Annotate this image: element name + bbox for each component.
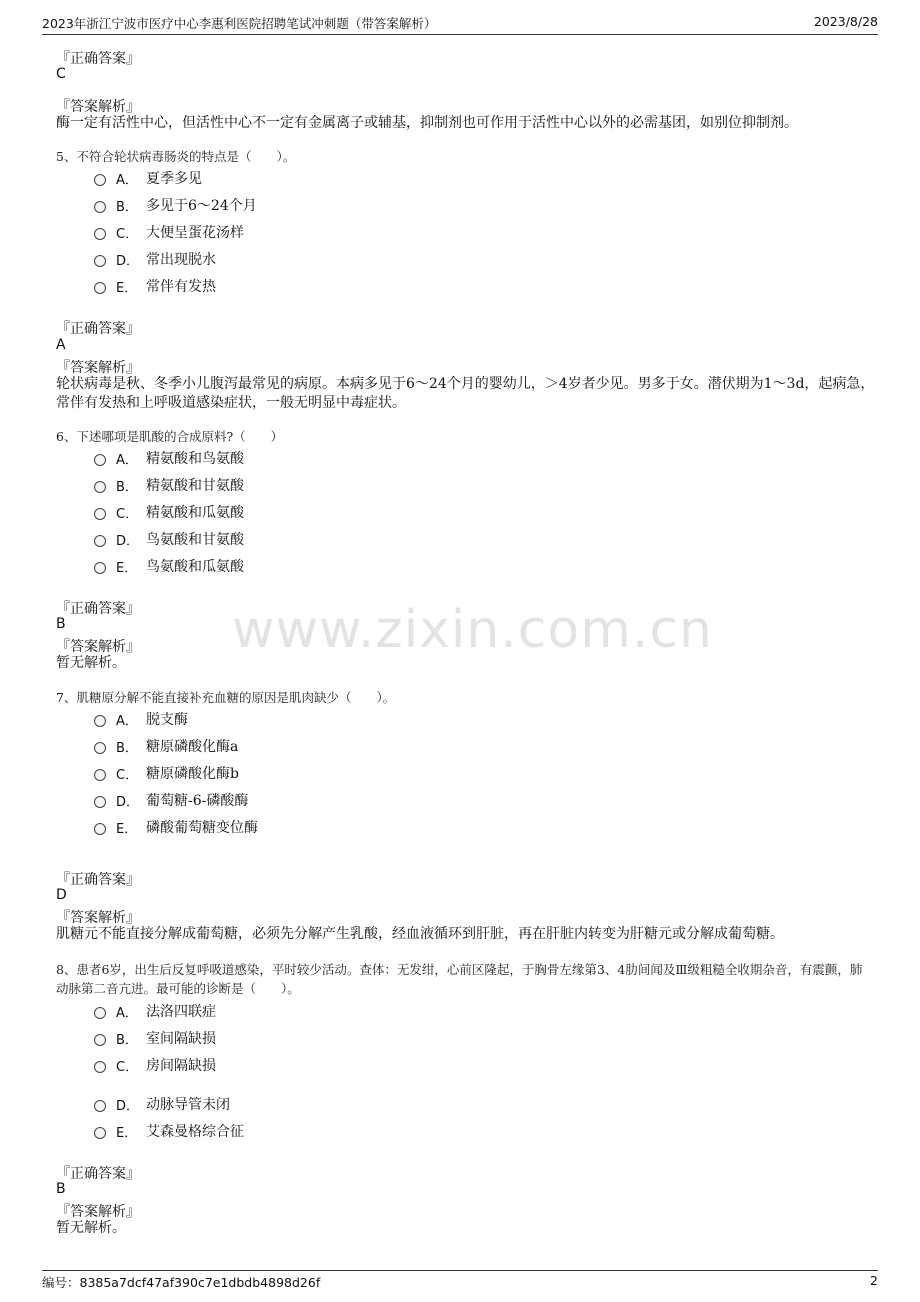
explanation-label: 『答案解析』 bbox=[56, 1204, 140, 1220]
correct-answer-value: D bbox=[56, 887, 67, 903]
option-c[interactable]: C． 精氨酸和瓜氨酸 bbox=[94, 502, 244, 522]
option-c[interactable]: C． 大便呈蛋花汤样 bbox=[94, 222, 244, 242]
correct-answer-value: B bbox=[56, 616, 66, 632]
question-text: 5、不符合轮状病毒肠炎的特点是（ ）。 bbox=[56, 149, 296, 164]
option-a[interactable]: A． 脱支酶 bbox=[94, 709, 188, 729]
option-e[interactable]: E． 鸟氨酸和瓜氨酸 bbox=[94, 556, 244, 576]
option-a[interactable]: A． 精氨酸和鸟氨酸 bbox=[94, 448, 244, 468]
option-a[interactable]: A． 法洛四联症 bbox=[94, 1001, 216, 1021]
document-code: 编号：8385a7dcf47af390c7e1dbdb4898d26f bbox=[42, 1275, 321, 1290]
correct-answer-label: 『正确答案』 bbox=[56, 601, 140, 617]
radio-icon[interactable] bbox=[94, 174, 106, 186]
explanation-label: 『答案解析』 bbox=[56, 99, 140, 115]
explanation-label: 『答案解析』 bbox=[56, 910, 140, 926]
correct-answer-value: A bbox=[56, 337, 66, 353]
radio-icon[interactable] bbox=[94, 481, 106, 493]
correct-answer-label: 『正确答案』 bbox=[56, 51, 140, 67]
explanation-text: 暂无解析。 bbox=[56, 655, 126, 671]
explanation-text: 轮状病毒是秋、冬季小儿腹泻最常见的病原。本病多见于6～24个月的婴幼儿，＞4岁者少见。男多于女。潜伏期为1～3d，起病急，常伴有发热和上呼吸道感染症状，一般无明显中毒症状。 bbox=[56, 376, 875, 411]
option-d[interactable]: D． 葡萄糖-6-磷酸酶 bbox=[94, 790, 248, 810]
watermark: www.zixin.com.cn bbox=[232, 600, 713, 660]
option-c[interactable]: C． 糖原磷酸化酶b bbox=[94, 763, 239, 783]
explanation-text: 酶一定有活性中心，但活性中心不一定有金属离子或辅基，抑制剂也可作用于活性中心以外的必需基团，如别位抑制剂。 bbox=[56, 115, 798, 131]
radio-icon[interactable] bbox=[94, 508, 106, 520]
page-number: 2 bbox=[870, 1273, 878, 1288]
radio-icon[interactable] bbox=[94, 282, 106, 294]
radio-icon[interactable] bbox=[94, 201, 106, 213]
option-d[interactable]: D． 常出现脱水 bbox=[94, 249, 216, 269]
page-footer bbox=[42, 1270, 878, 1293]
radio-icon[interactable] bbox=[94, 742, 106, 754]
option-e[interactable]: E． 艾森曼格综合征 bbox=[94, 1121, 244, 1141]
document-title: 2023年浙江宁波市医疗中心李惠利医院招聘笔试冲刺题（带答案解析） bbox=[42, 16, 437, 31]
option-b[interactable]: B． 多见于6～24个月 bbox=[94, 195, 257, 215]
question-text: 6、下述哪项是肌酸的合成原料?（ ） bbox=[56, 429, 284, 444]
explanation-text: 肌糖元不能直接分解成葡萄糖，必须先分解产生乳酸，经血液循环到肝脏，再在肝脏内转变为肝糖元或分解成葡萄糖。 bbox=[56, 926, 784, 942]
explanation-label: 『答案解析』 bbox=[56, 639, 140, 655]
radio-icon[interactable] bbox=[94, 1100, 106, 1112]
radio-icon[interactable] bbox=[94, 1034, 106, 1046]
correct-answer-label: 『正确答案』 bbox=[56, 872, 140, 888]
correct-answer-value: C bbox=[56, 66, 66, 82]
radio-icon[interactable] bbox=[94, 1061, 106, 1073]
radio-icon[interactable] bbox=[94, 255, 106, 267]
radio-icon[interactable] bbox=[94, 1127, 106, 1139]
radio-icon[interactable] bbox=[94, 796, 106, 808]
correct-answer-value: B bbox=[56, 1181, 66, 1197]
page-header bbox=[42, 12, 878, 35]
option-e[interactable]: E． 常伴有发热 bbox=[94, 276, 216, 296]
document-date: 2023/8/28 bbox=[813, 14, 878, 29]
option-e[interactable]: E． 磷酸葡萄糖变位酶 bbox=[94, 817, 258, 837]
correct-answer-label: 『正确答案』 bbox=[56, 321, 140, 337]
option-b[interactable]: B． 糖原磷酸化酶a bbox=[94, 736, 238, 756]
radio-icon[interactable] bbox=[94, 535, 106, 547]
question-text: 8、患者6岁，出生后反复呼吸道感染，平时较少活动。查体：无发绀，心前区隆起，于胸骨左缘第3、4肋间闻及Ⅲ级粗糙全收期杂音，有震颤，肺动脉第二音亢进。最可能的诊断是（ ）。 bbox=[56, 962, 863, 996]
radio-icon[interactable] bbox=[94, 228, 106, 240]
radio-icon[interactable] bbox=[94, 769, 106, 781]
radio-icon[interactable] bbox=[94, 823, 106, 835]
radio-icon[interactable] bbox=[94, 454, 106, 466]
radio-icon[interactable] bbox=[94, 562, 106, 574]
radio-icon[interactable] bbox=[94, 1007, 106, 1019]
option-d[interactable]: D． 动脉导管未闭 bbox=[94, 1094, 230, 1114]
explanation-label: 『答案解析』 bbox=[56, 360, 140, 376]
option-c[interactable]: C． 房间隔缺损 bbox=[94, 1055, 216, 1075]
option-b[interactable]: B． 精氨酸和甘氨酸 bbox=[94, 475, 244, 495]
explanation-text: 暂无解析。 bbox=[56, 1220, 126, 1236]
correct-answer-label: 『正确答案』 bbox=[56, 1166, 140, 1182]
option-d[interactable]: D． 鸟氨酸和甘氨酸 bbox=[94, 529, 244, 549]
option-a[interactable]: A． 夏季多见 bbox=[94, 168, 202, 188]
question-text: 7、肌糖原分解不能直接补充血糖的原因是肌肉缺少（ ）。 bbox=[56, 690, 396, 705]
option-b[interactable]: B． 室间隔缺损 bbox=[94, 1028, 216, 1048]
radio-icon[interactable] bbox=[94, 715, 106, 727]
